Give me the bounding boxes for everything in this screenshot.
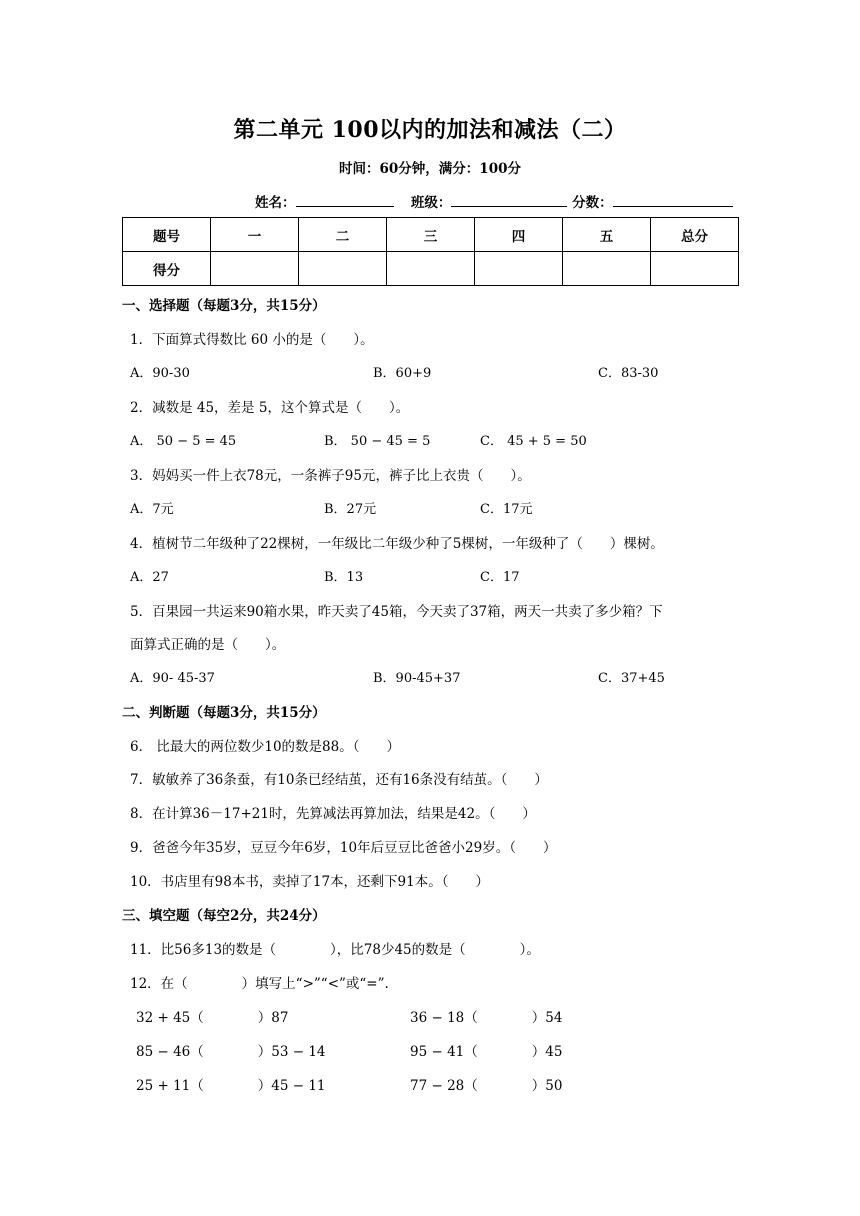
page-title: 第二单元 100以内的加法和减法（二） (233, 117, 627, 143)
question-4: 4．植树节二年级种了22棵树，一年级比二年级少种了5棵树，一年级种了（ ）棵树。 (130, 536, 664, 552)
name-label: 姓名： (255, 195, 296, 211)
compare-item: 77 − 28（ ）50 (410, 1078, 563, 1094)
compare-item: 36 − 18（ ）54 (410, 1010, 563, 1026)
question-2: 2．减数是 45，差是 5，这个算式是（ ）。 (130, 400, 410, 416)
section-heading-judge: 二、判断题（每题3分，共15分） (122, 705, 326, 721)
score-entry-cell[interactable] (563, 252, 651, 286)
option-1c: C．83-30 (598, 366, 659, 381)
question-6: 6． 比最大的两位数少10的数是88。（ ） (130, 739, 400, 755)
compare-item: 32 + 45（ ）87 (136, 1010, 289, 1026)
score-table-cell: 四 (475, 218, 563, 252)
compare-item: 95 − 41（ ）45 (410, 1044, 563, 1060)
score-entry-cell[interactable] (299, 252, 387, 286)
score-table-cell: 题号 (123, 218, 211, 252)
question-9: 9．爸爸今年35岁，豆豆今年6岁，10年后豆豆比爸爸小29岁。（ ） (130, 840, 557, 856)
score-table (122, 217, 739, 286)
score-entry-cell[interactable] (651, 252, 739, 286)
student-info-row (255, 191, 733, 211)
score-label: 分数： (572, 195, 613, 211)
question-12: 12．在（ ）填写上“>”“<”或“=”. (130, 976, 389, 992)
option-1b: B．60+9 (373, 366, 432, 381)
question-7: 7．敏敏养了36条蚕，有10条已经结茧，还有16条没有结茧。（ ） (130, 772, 548, 788)
score-table-score-row (123, 252, 739, 286)
question-5-line-2: 面算式正确的是（ ）。 (130, 637, 286, 653)
option-2c: C． 45 + 5 = 50 (480, 434, 587, 449)
option-3c: C．17元 (480, 502, 533, 517)
class-label: 班级： (410, 195, 452, 211)
score-table-cell: 二 (299, 218, 387, 252)
score-table-header-row (123, 218, 739, 252)
section-heading-choice: 一、选择题（每题3分，共15分） (122, 298, 326, 314)
score-entry-cell[interactable] (211, 252, 299, 286)
question-3: 3．妈妈买一件上衣78元，一条裤子95元，裤子比上衣贵（ ）。 (130, 468, 531, 484)
question-11: 11．比56多13的数是（ ），比78少45的数是（ ）。 (130, 942, 540, 958)
question-5-line-1: 5．百果园一共运来90箱水果，昨天卖了45箱，今天卖了37箱，两天一共卖了多少箱？下 (130, 604, 663, 620)
option-2b: B． 50 − 45 = 5 (324, 434, 431, 449)
option-1a: A．90-30 (130, 366, 190, 381)
score-entry-cell[interactable] (387, 252, 475, 286)
option-5c: C．37+45 (598, 671, 665, 686)
question-8: 8．在计算36－17+21时，先算减法再算加法，结果是42。（ ） (130, 806, 536, 822)
option-4a: A．27 (130, 570, 169, 585)
option-2a: A． 50 − 5 = 45 (130, 434, 237, 449)
section-heading-fill: 三、填空题（每空2分，共24分） (122, 908, 326, 924)
class-blank[interactable] (451, 194, 567, 207)
score-table-cell: 一 (211, 218, 299, 252)
option-5a: A．90- 45-37 (130, 671, 215, 686)
score-blank[interactable] (613, 194, 733, 207)
score-table-cell: 总分 (651, 218, 739, 252)
option-5b: B．90-45+37 (373, 671, 461, 686)
option-4c: C．17 (480, 570, 520, 585)
name-blank[interactable] (296, 194, 394, 207)
option-4b: B．13 (324, 570, 364, 585)
compare-item: 85 − 46（ ）53 − 14 (136, 1044, 326, 1060)
option-3b: B．27元 (324, 502, 377, 517)
score-entry-cell[interactable] (475, 252, 563, 286)
question-10: 10．书店里有98本书，卖掉了17本，还剩下91本。（ ） (130, 874, 489, 890)
question-1: 1．下面算式得数比 60 小的是（ ）。 (130, 332, 374, 348)
page-subtitle: 时间：60分钟，满分：100分 (339, 161, 521, 177)
option-3a: A．7元 (130, 502, 174, 517)
score-table-cell: 三 (387, 218, 475, 252)
score-table-cell: 得分 (123, 252, 211, 286)
score-table-cell: 五 (563, 218, 651, 252)
compare-item: 25 + 11（ ）45 − 11 (136, 1078, 326, 1094)
